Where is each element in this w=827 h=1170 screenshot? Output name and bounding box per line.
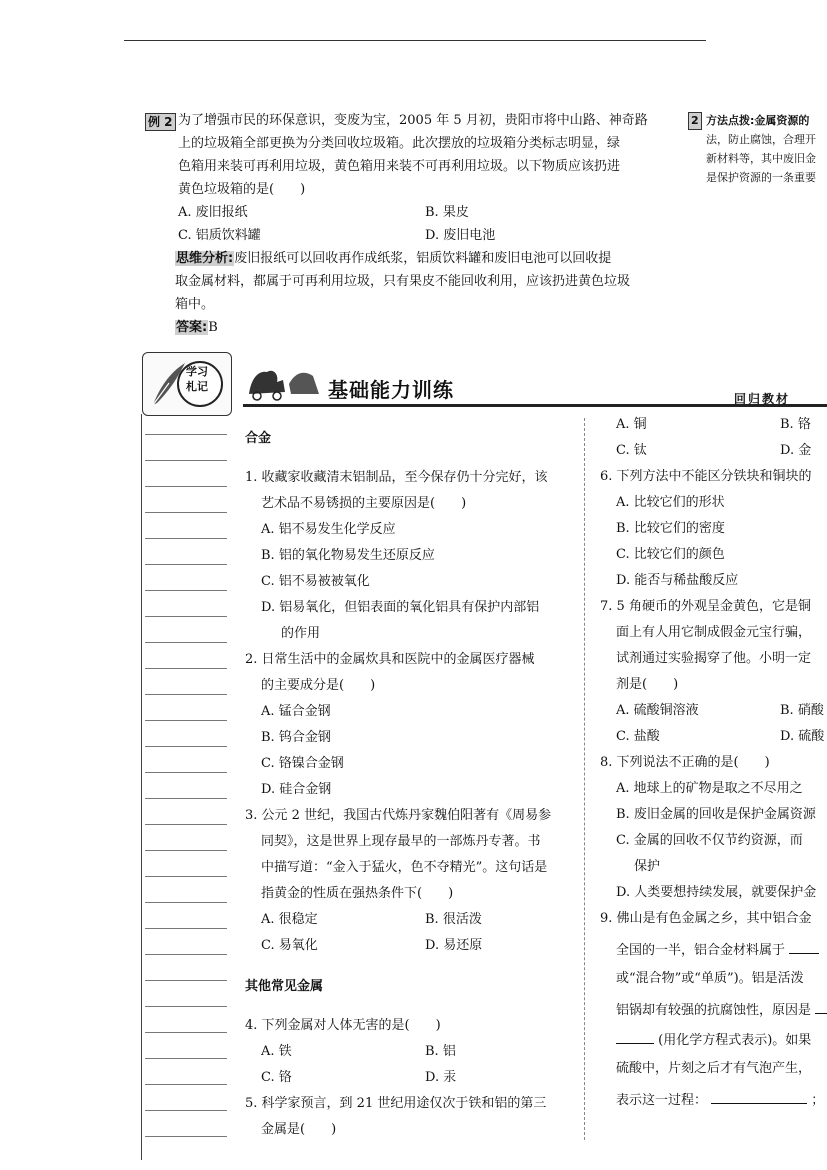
side-tip-line: 新材料等，其中废旧金 (706, 152, 816, 165)
q7-option: C. 盐酸 (616, 729, 660, 744)
analysis-line (175, 250, 611, 268)
answer-label: 答案: (176, 320, 208, 335)
example-question-line: 为了增强市民的环保意识，变废为宝，2005 年 5 月初，贵阳市将中山路、神奇路 (178, 113, 648, 128)
q1-option-cont: 的作用 (281, 626, 321, 641)
q5-option: D. 金 (780, 443, 812, 458)
q2-option: A. 锰合金钢 (261, 704, 331, 719)
analysis-line: 取金属材料，都属于可再利用垃圾，只有果皮不能回收利用，应该扔进黄色垃圾 (175, 274, 631, 289)
q7-line: 7. 5 角硬币的外观呈金黄色，它是铜 (600, 599, 811, 614)
side-tip (688, 112, 827, 192)
answer-line (175, 319, 218, 337)
section-banner-title: 基础能力训练 (328, 378, 454, 402)
q7-line: 剂是( ) (616, 677, 679, 692)
q5-line: 5. 科学家预言，到 21 世纪用途仅次于铁和铝的第三 (245, 1096, 547, 1111)
q9-line (616, 1030, 811, 1050)
q9-line (616, 940, 819, 960)
example-question-line: 黄色垃圾箱的是( ) (178, 182, 306, 197)
q6-option: C. 比较它们的颜色 (616, 547, 725, 562)
q8-option: A. 地球上的矿物是取之不尽用之 (616, 781, 803, 796)
q9-line: 硫酸中，片刻之后才有气泡产生， (616, 1061, 812, 1076)
analysis-text: 废旧报纸可以回收再作成纸浆，铝质饮料罐和废旧电池可以回收提 (234, 251, 612, 266)
q1-option: C. 铝不易被被氧化 (261, 574, 370, 589)
q4-option: B. 铝 (425, 1044, 456, 1059)
q9-blank[interactable] (789, 940, 819, 954)
q8-option: C. 金属的回收不仅节约资源，而 (616, 833, 803, 848)
q3-line: 3. 公元 2 世纪，我国古代炼丹家魏伯阳著有《周易参 (245, 808, 552, 823)
side-tip-number: 2 (688, 112, 702, 130)
q9-blank[interactable] (815, 1000, 827, 1014)
q1-line: 1. 收藏家收藏清末铝制品，至今保存仍十分完好，该 (245, 470, 548, 485)
q2-option: C. 铬镍合金钢 (261, 756, 344, 771)
q3-line: 指黄金的性质在强热条件下( ) (261, 886, 454, 901)
q2-line: 的主要成分是( ) (261, 678, 376, 693)
q9-blank[interactable] (711, 1090, 807, 1104)
q5-option: B. 铬 (780, 417, 811, 432)
example-option: A. 废旧报纸 (178, 205, 248, 220)
q3-option: A. 很稳定 (261, 912, 318, 927)
example-question-line: 色箱用来装可再利用垃圾，黄色箱用来装不可再利用垃圾。以下物质应该扔进 (178, 159, 621, 174)
analysis-label: 思维分析: (176, 251, 234, 266)
q3-option: D. 易还原 (425, 938, 483, 953)
q1-option: D. 铝易氧化，但铝表面的氧化铝具有保护内部铝 (261, 600, 540, 615)
q3-line: 同契》，这是世界上现存最早的一部炼丹专著。书 (261, 834, 541, 849)
section-banner-icon (243, 364, 323, 402)
q6-option: A. 比较它们的形状 (616, 495, 725, 510)
q9-line: 9. 佛山是有色金属之乡，其中铝合金 (600, 911, 812, 926)
q6-option: D. 能否与稀盐酸反应 (616, 573, 739, 588)
q4-option: C. 铬 (261, 1070, 292, 1085)
q9-separator: ； (811, 1093, 825, 1108)
q1-line: 艺术品不易锈损的主要原因是( ) (261, 496, 467, 511)
q7-option: B. 硝酸 (780, 703, 824, 718)
section-heading-alloy: 合金 (245, 431, 272, 446)
notes-column-border (141, 414, 142, 1160)
right-column (596, 410, 827, 1170)
q8-line: 8. 下列说法不正确的是( ) (600, 755, 770, 770)
q9-text: 全国的一半，铝合金材料属于 (616, 943, 786, 958)
q4-option: D. 汞 (425, 1070, 457, 1085)
section-heading-metals: 其他常见金属 (245, 979, 324, 994)
q1-option: A. 铝不易发生化学反应 (261, 522, 396, 537)
notes-badge-line1: 学习 (186, 365, 208, 378)
q9-blank[interactable] (616, 1030, 654, 1044)
q1-option: B. 铝的氧化物易发生还原反应 (261, 548, 435, 563)
q5-line: 金属是( ) (261, 1122, 337, 1137)
q2-option: D. 硅合金钢 (261, 782, 332, 797)
q7-option: D. 硫酸 (780, 729, 825, 744)
answer-value: B (208, 320, 218, 335)
notes-badge (142, 352, 232, 416)
q4-option: A. 铁 (261, 1044, 292, 1059)
q5-option: A. 铜 (616, 417, 647, 432)
q9-line: 或“混合物”或“单质”)。铝是活泼 (616, 971, 804, 986)
side-tip-line: 法，防止腐蚀，合理开 (706, 133, 816, 146)
q8-option: D. 人类要想持续发展，就要保护金 (616, 885, 817, 900)
q7-option: A. 硫酸铜溶液 (616, 703, 699, 718)
top-rule (124, 40, 706, 41)
example-question-line: 上的垃圾箱全部更换为分类回收垃圾箱。此次摆放的垃圾箱分类标志明显，绿 (178, 136, 621, 151)
q8-option: B. 废旧金属的回收是保护金属资源 (616, 807, 816, 822)
q9-line (616, 1090, 827, 1110)
q9-text: 铝锅却有较强的抗腐蚀性，原因是 (616, 1003, 812, 1018)
q5-option: C. 钛 (616, 443, 647, 458)
q6-option: B. 比较它们的密度 (616, 521, 725, 536)
example-tag: 例 2 (145, 113, 176, 131)
q2-line: 2. 日常生活中的金属炊具和医院中的金属医疗器械 (245, 652, 535, 667)
q9-line (616, 1000, 827, 1020)
q8-option-cont: 保护 (634, 859, 661, 874)
q6-line: 6. 下列方法中不能区分铁块和铜块的 (600, 469, 812, 484)
column-divider (584, 418, 585, 1140)
q7-line: 试剂通过实验揭穿了他。小明一定 (616, 651, 812, 666)
q9-text: 表示这一过程： (616, 1093, 708, 1108)
q3-option: C. 易氧化 (261, 938, 318, 953)
example-option: D. 废旧电池 (425, 228, 496, 243)
q9-text: (用化学方程式表示)。如果 (658, 1033, 812, 1048)
q3-line: 中描写道：“金入于猛火，色不夺精光”。这句话是 (261, 860, 548, 875)
q7-line: 面上有人用它制成假金元宝行骗， (616, 625, 812, 640)
q3-option: B. 很活泼 (425, 912, 482, 927)
side-tip-line: 是保护资源的一条重要 (706, 171, 816, 184)
example-option: B. 果皮 (425, 205, 469, 220)
side-tip-line: 方法点拨:金属资源的 (706, 114, 810, 127)
q2-option: B. 钨合金钢 (261, 730, 331, 745)
notes-badge-line2: 札记 (186, 380, 208, 393)
q4-line: 4. 下列金属对人体无害的是( ) (245, 1018, 441, 1033)
analysis-line: 箱中。 (175, 297, 215, 312)
section-banner-right: 回归教材 (734, 392, 791, 406)
example-option: C. 铝质饮料罐 (178, 228, 261, 243)
